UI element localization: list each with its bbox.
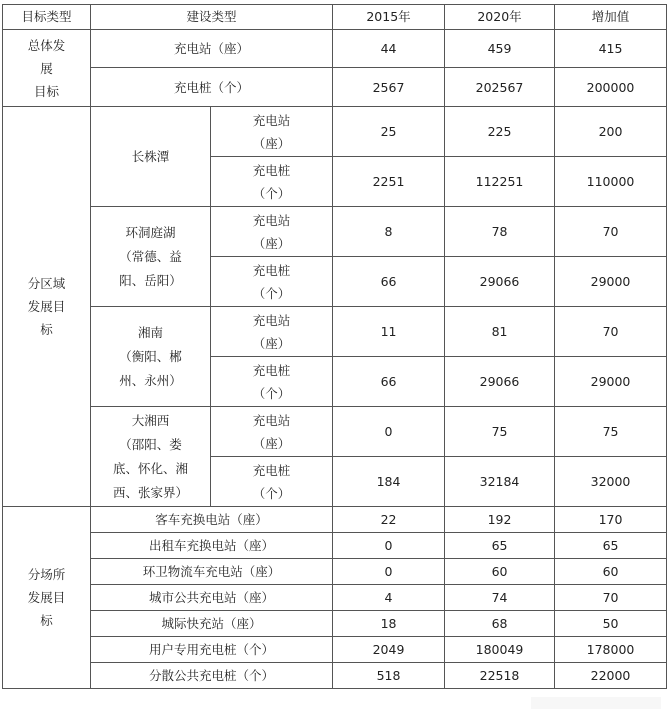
value-increase: 70 [555, 207, 667, 257]
value-2020: 202567 [445, 68, 555, 107]
value-increase: 110000 [555, 157, 667, 207]
build-type: 充电桩 （个） [211, 357, 333, 407]
value-2020: 192 [445, 507, 555, 533]
table-row [3, 30, 667, 68]
table-row [3, 585, 667, 611]
value-increase: 170 [555, 507, 667, 533]
build-type: 充电桩（个） [91, 68, 333, 107]
value-2020: 65 [445, 533, 555, 559]
value-2015: 0 [333, 533, 445, 559]
header-2015: 2015年 [333, 5, 445, 30]
build-type: 出租车充换电站（座） [91, 533, 333, 559]
value-2015: 0 [333, 407, 445, 457]
value-2020: 81 [445, 307, 555, 357]
value-2015: 4 [333, 585, 445, 611]
value-2020: 29066 [445, 357, 555, 407]
build-type: 充电站 （座） [211, 407, 333, 457]
value-2015: 2049 [333, 637, 445, 663]
region-name: 湘南 （衡阳、郴 州、永州） [91, 307, 211, 407]
header-increase: 增加值 [555, 5, 667, 30]
charging-targets-table [2, 4, 667, 689]
value-2015: 18 [333, 611, 445, 637]
table-row [3, 507, 667, 533]
regional-group-label: 分区域 发展目 标 [3, 107, 91, 507]
value-2015: 518 [333, 663, 445, 689]
build-type: 客车充换电站（座） [91, 507, 333, 533]
value-2015: 25 [333, 107, 445, 157]
region-name: 环洞庭湖 （常德、益 阳、岳阳） [91, 207, 211, 307]
table-row [3, 611, 667, 637]
value-2015: 11 [333, 307, 445, 357]
table-row [3, 207, 667, 257]
value-2020: 68 [445, 611, 555, 637]
value-2020: 225 [445, 107, 555, 157]
build-type: 充电站（座） [91, 30, 333, 68]
header-build-type: 建设类型 [91, 5, 333, 30]
value-2020: 112251 [445, 157, 555, 207]
build-type: 充电站 （座） [211, 107, 333, 157]
value-increase: 200 [555, 107, 667, 157]
value-2020: 60 [445, 559, 555, 585]
build-type: 充电桩 （个） [211, 257, 333, 307]
value-increase: 22000 [555, 663, 667, 689]
value-increase: 70 [555, 307, 667, 357]
value-increase: 29000 [555, 357, 667, 407]
table-row [3, 663, 667, 689]
header-target-type: 目标类型 [3, 5, 91, 30]
build-type: 用户专用充电桩（个） [91, 637, 333, 663]
table-row [3, 533, 667, 559]
overall-group-label: 总体发 展 目标 [3, 30, 91, 107]
value-increase: 200000 [555, 68, 667, 107]
value-2015: 44 [333, 30, 445, 68]
header-row [3, 5, 667, 30]
value-2020: 74 [445, 585, 555, 611]
value-2020: 75 [445, 407, 555, 457]
build-type: 城际快充站（座） [91, 611, 333, 637]
value-increase: 65 [555, 533, 667, 559]
table-row [3, 107, 667, 157]
header-2020: 2020年 [445, 5, 555, 30]
value-2020: 459 [445, 30, 555, 68]
value-increase: 178000 [555, 637, 667, 663]
value-increase: 50 [555, 611, 667, 637]
watermark-smudge [531, 697, 661, 709]
value-2015: 184 [333, 457, 445, 507]
value-2020: 29066 [445, 257, 555, 307]
region-name: 大湘西 （邵阳、娄 底、怀化、湘 西、张家界） [91, 407, 211, 507]
venue-group-label: 分场所 发展目 标 [3, 507, 91, 689]
table-row [3, 307, 667, 357]
value-increase: 415 [555, 30, 667, 68]
build-type: 充电站 （座） [211, 207, 333, 257]
value-2020: 22518 [445, 663, 555, 689]
value-2015: 2251 [333, 157, 445, 207]
value-2015: 2567 [333, 68, 445, 107]
build-type: 分散公共充电桩（个） [91, 663, 333, 689]
table-row [3, 68, 667, 107]
value-increase: 75 [555, 407, 667, 457]
build-type: 充电桩 （个） [211, 157, 333, 207]
value-2015: 0 [333, 559, 445, 585]
build-type: 环卫物流车充电站（座） [91, 559, 333, 585]
table-row [3, 407, 667, 457]
value-increase: 60 [555, 559, 667, 585]
value-2015: 66 [333, 357, 445, 407]
value-2020: 180049 [445, 637, 555, 663]
value-2020: 32184 [445, 457, 555, 507]
build-type: 充电站 （座） [211, 307, 333, 357]
table-row [3, 559, 667, 585]
value-2020: 78 [445, 207, 555, 257]
table-row [3, 637, 667, 663]
value-2015: 66 [333, 257, 445, 307]
build-type: 充电桩 （个） [211, 457, 333, 507]
value-increase: 29000 [555, 257, 667, 307]
region-name: 长株潭 [91, 107, 211, 207]
value-2015: 8 [333, 207, 445, 257]
build-type: 城市公共充电站（座） [91, 585, 333, 611]
value-increase: 32000 [555, 457, 667, 507]
value-increase: 70 [555, 585, 667, 611]
value-2015: 22 [333, 507, 445, 533]
